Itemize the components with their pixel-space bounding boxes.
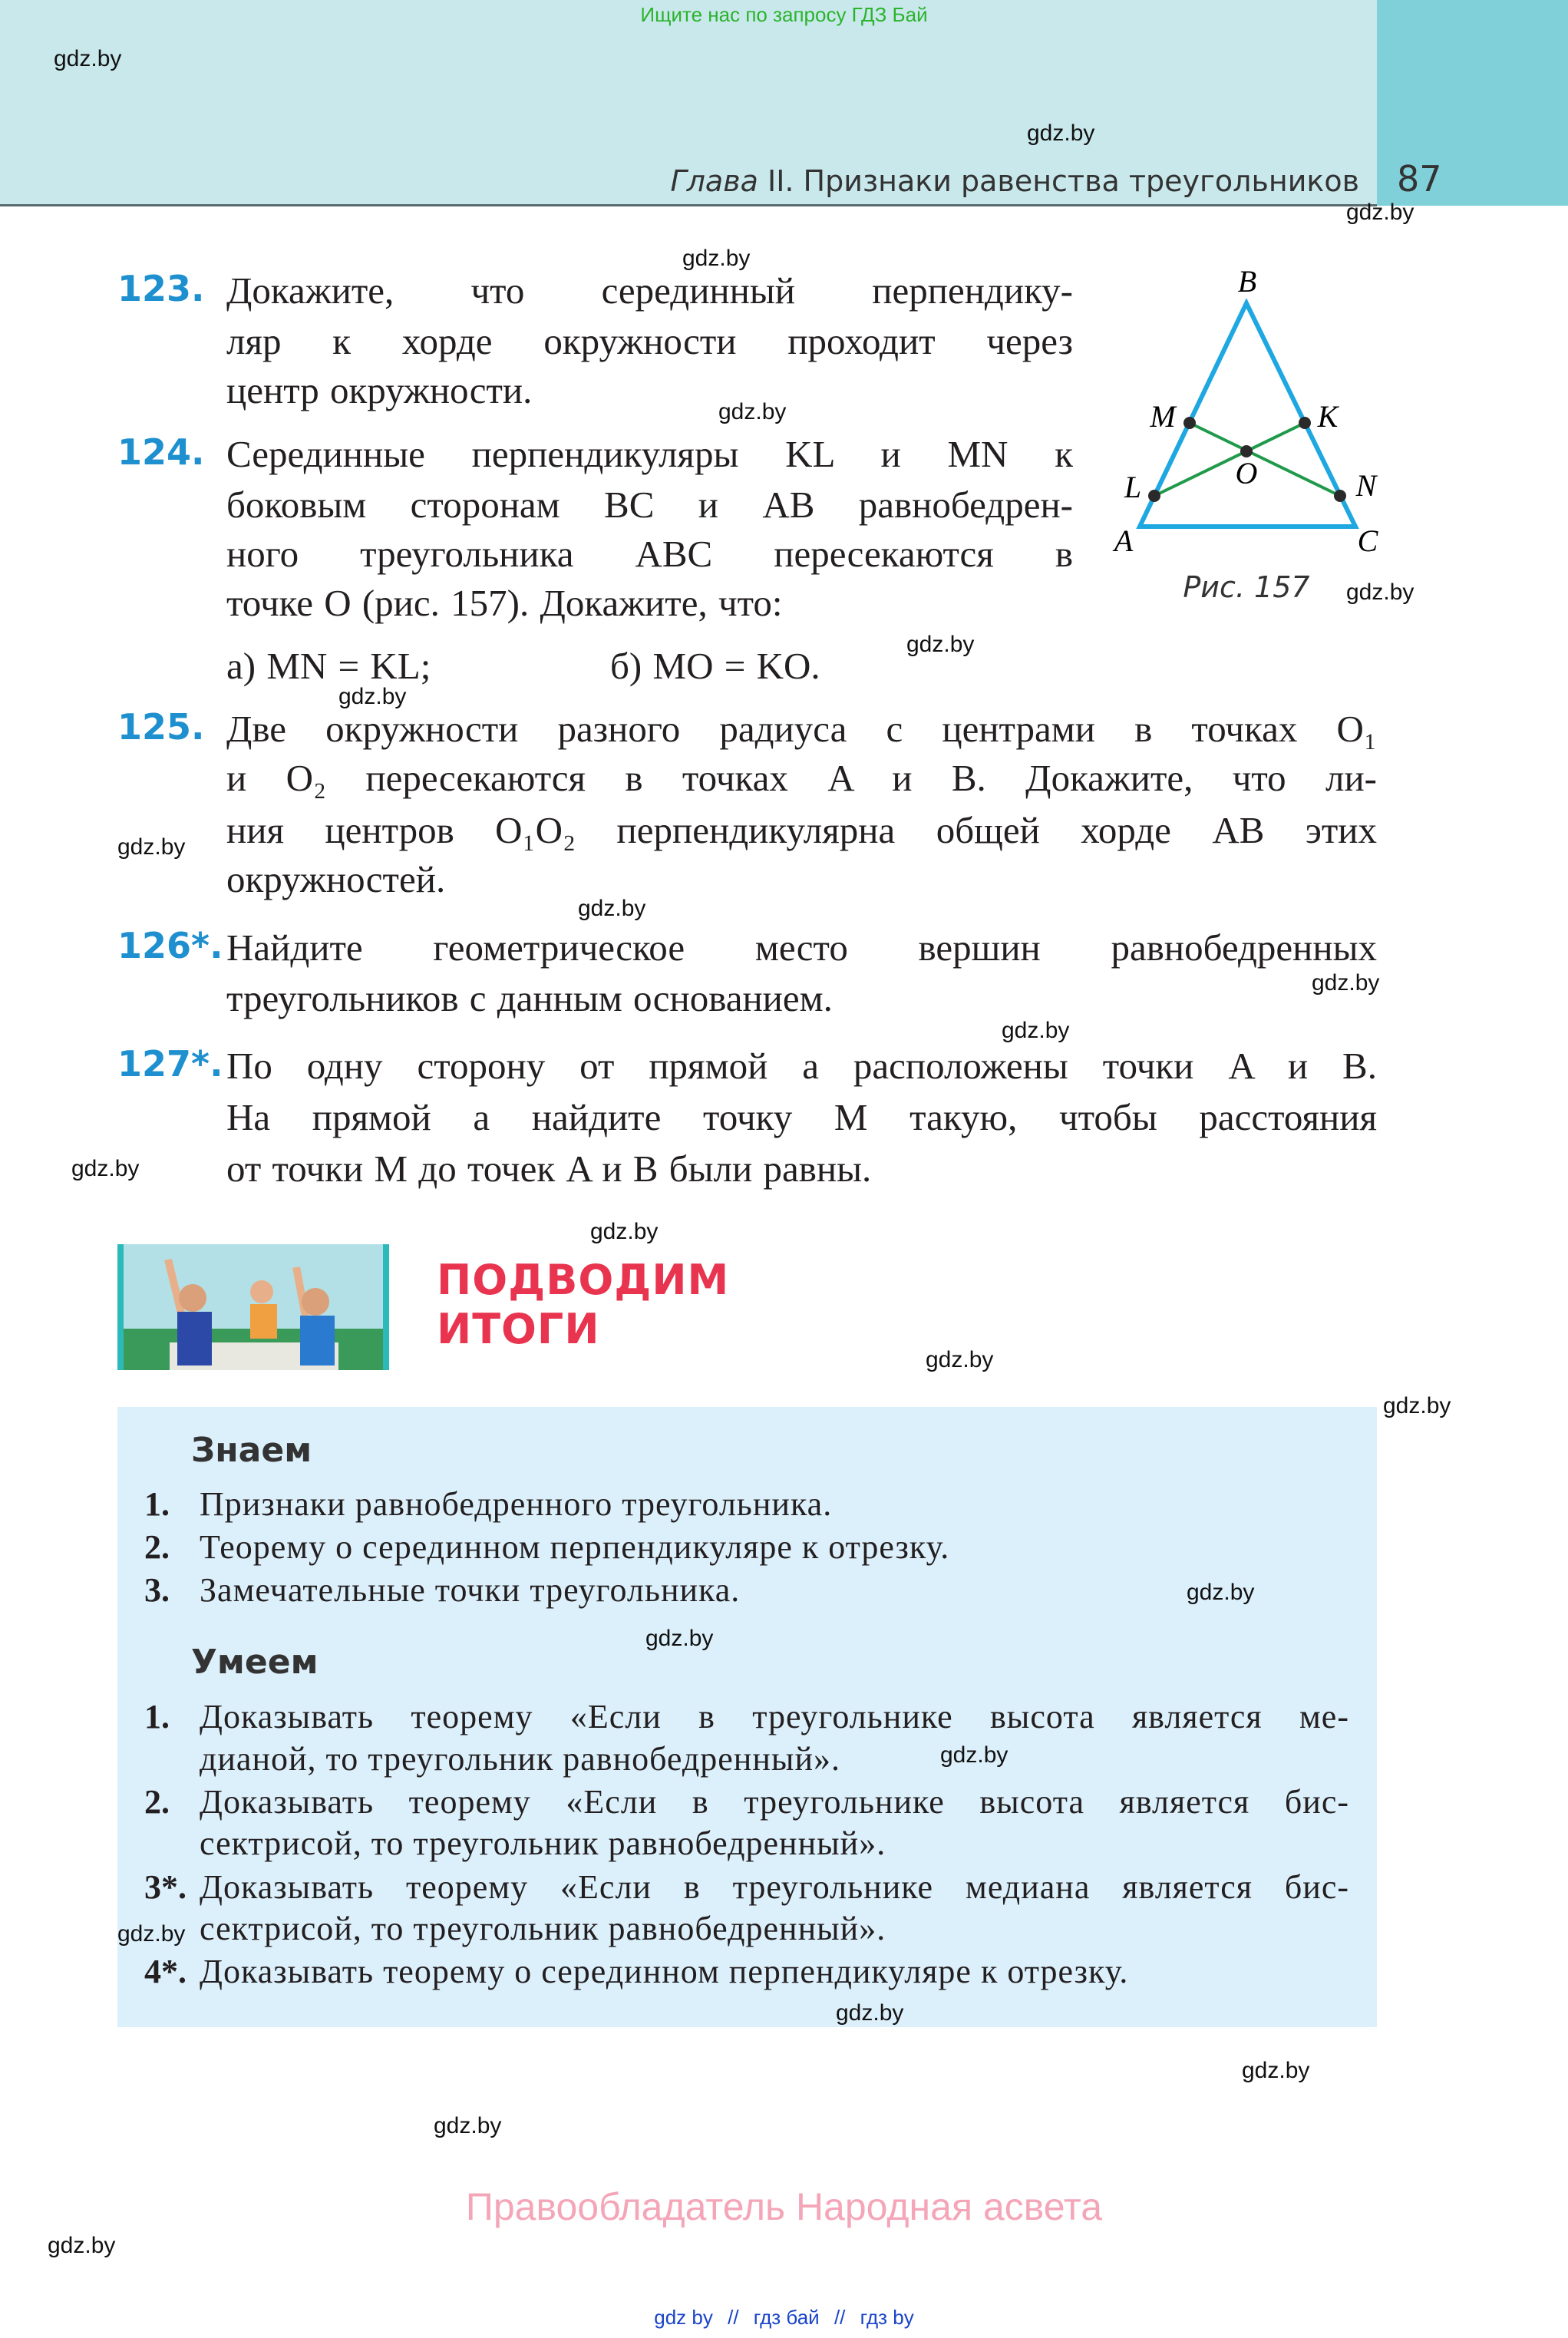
- watermark-gdz: gdz.by: [718, 399, 787, 424]
- bottom-links: [0, 2306, 1568, 2330]
- figure-caption: Рис. 157: [1183, 570, 1310, 604]
- problem-text-line: боковым сторонам BC и AB равнобедрен-: [226, 484, 1073, 526]
- watermark-gdz: gdz.by: [338, 684, 407, 709]
- summary-item-text: сектрисой, то треугольник равнобедренный».: [200, 1824, 886, 1862]
- problem-124-part-b: б) MO = KO.: [610, 645, 820, 687]
- students-raising-hands-illustration: [117, 1244, 389, 1370]
- label-a: A: [1114, 523, 1134, 558]
- summary-item-text: сектрисой, то треугольник равнобедренный».: [200, 1910, 886, 1947]
- problem-number: 126*.: [117, 925, 223, 966]
- problem-text-line: Найдите геометрическое место вершин равнобедренных: [226, 926, 1377, 969]
- watermark-gdz: gdz.by: [48, 2233, 116, 2258]
- problem-text-line: Серединные перпендикуляры KL и MN к: [226, 433, 1073, 475]
- label-l: L: [1124, 470, 1142, 504]
- label-n: N: [1355, 468, 1377, 503]
- chapter-name: II. Признаки равенства треугольников: [767, 164, 1359, 198]
- page-number: 87: [1397, 158, 1442, 200]
- summary-item-number: 4*.: [144, 1953, 187, 1990]
- summary-item-number: 3.: [144, 1571, 170, 1609]
- problem-text-line: треугольников с данным основанием.: [226, 977, 833, 1019]
- summary-item-text: Признаки равнобедренного треугольника.: [200, 1485, 833, 1523]
- label-k: K: [1317, 399, 1339, 434]
- summary-item-text: дианой, то треугольник равнобедренный».: [200, 1740, 840, 1778]
- watermark-gdz: gdz.by: [117, 834, 186, 860]
- problem-text-line: и O₂ пересекаются в точках A и B. Докажите, что ли-: [226, 757, 1377, 799]
- watermark-gdz: gdz.by: [1242, 2058, 1310, 2083]
- top-notice: Ищите нас по запросу ГДЗ Бай: [640, 3, 928, 26]
- label-b: B: [1237, 264, 1257, 299]
- problem-text-line: ния центров O₁O₂ перпендикулярна общей хорде AB этих: [226, 809, 1377, 851]
- watermark-gdz: gdz.by: [1312, 970, 1380, 996]
- point-n: [1334, 490, 1346, 502]
- summary-item-number: 3*.: [144, 1868, 187, 1906]
- summary-item-number: 2.: [144, 1528, 170, 1566]
- label-o: O: [1235, 456, 1258, 490]
- watermark-gdz: gdz.by: [1346, 200, 1415, 225]
- link-gdz-bai[interactable]: гдз бай: [753, 2306, 820, 2329]
- point-m: [1183, 417, 1196, 429]
- separator: //: [834, 2306, 846, 2329]
- problem-number: 124.: [117, 431, 205, 473]
- summary-title-line2: ИТОГИ: [437, 1305, 600, 1353]
- link-gdz-by-2[interactable]: гдз by: [860, 2306, 914, 2329]
- segment-kl: [1154, 423, 1305, 496]
- problem-text-line: ного треугольника ABC пересекаются в: [226, 533, 1073, 575]
- problem-text-line: На прямой a найдите точку M такую, чтобы расстояния: [226, 1096, 1377, 1138]
- problem-text-line: ляр к хорде окружности проходит через: [226, 320, 1073, 362]
- watermark-gdz: gdz.by: [645, 1626, 714, 1651]
- watermark-gdz: gdz.by: [578, 896, 646, 921]
- watermark-gdz: gdz.by: [1187, 1580, 1255, 1605]
- watermark-gdz: gdz.by: [926, 1347, 994, 1372]
- summary-item-text: Доказывать теорему «Если в треугольнике высота является бис-: [200, 1783, 1349, 1821]
- watermark-gdz: gdz.by: [1383, 1393, 1451, 1418]
- problem-text-line: окружностей.: [226, 858, 446, 900]
- can-heading: Умеем: [191, 1643, 319, 1682]
- watermark-gdz: gdz.by: [682, 246, 751, 271]
- point-l: [1148, 490, 1160, 502]
- label-c: C: [1357, 523, 1378, 558]
- label-m: M: [1150, 399, 1176, 434]
- watermark-gdz: gdz.by: [590, 1219, 659, 1244]
- problem-text-line: точке O (рис. 157). Докажите, что:: [226, 582, 783, 624]
- problem-number: 123.: [117, 268, 205, 309]
- problem-text-line: Две окружности разного радиуса с центрами в точках O₁: [226, 708, 1377, 750]
- segment-ml-mn: [1190, 423, 1340, 496]
- watermark-gdz: gdz.by: [1027, 121, 1095, 146]
- watermark-gdz: gdz.by: [117, 1921, 186, 1947]
- summary-item-text: Замечательные точки треугольника.: [200, 1571, 741, 1609]
- copyright-notice: Правообладатель Народная асвета: [465, 2185, 1103, 2228]
- summary-title-line1: ПОДВОДИМ: [437, 1256, 730, 1304]
- students-illustration-icon: [124, 1244, 383, 1370]
- problem-text-line: от точки M до точек A и B были равны.: [226, 1148, 872, 1190]
- watermark-gdz: gdz.by: [836, 2000, 904, 2026]
- watermark-gdz: gdz.by: [54, 46, 122, 71]
- summary-item-number: 2.: [144, 1783, 170, 1821]
- watermark-gdz: gdz.by: [906, 632, 975, 657]
- summary-item-text: Доказывать теорему «Если в треугольнике высота является ме-: [200, 1698, 1349, 1735]
- problem-text-line: По одну сторону от прямой a расположены точки A и B.: [226, 1045, 1377, 1087]
- summary-item-text: Теорему о серединном перпендикуляре к отрезку.: [200, 1528, 950, 1566]
- point-k: [1299, 417, 1311, 429]
- problem-124-part-a: а) MN = KL;: [226, 645, 431, 687]
- link-gdz-by[interactable]: gdz by: [654, 2306, 713, 2329]
- watermark-gdz: gdz.by: [1002, 1018, 1070, 1043]
- summary-item-text: Доказывать теорему «Если в треугольнике медиана является бис-: [200, 1868, 1349, 1906]
- summary-item-number: 1.: [144, 1485, 170, 1523]
- watermark-gdz: gdz.by: [71, 1156, 140, 1181]
- problem-number: 125.: [117, 706, 205, 748]
- problem-text-line: Докажите, что серединный перпендику-: [226, 269, 1073, 312]
- summary-item-number: 1.: [144, 1698, 170, 1735]
- problem-text-line: центр окружности.: [226, 369, 533, 411]
- know-heading: Знаем: [191, 1431, 312, 1470]
- watermark-gdz: gdz.by: [434, 2113, 502, 2138]
- watermark-gdz: gdz.by: [940, 1742, 1008, 1768]
- chapter-prefix: Глава: [670, 164, 758, 198]
- separator: //: [728, 2306, 739, 2329]
- problem-number: 127*.: [117, 1043, 223, 1085]
- watermark-gdz: gdz.by: [1346, 580, 1415, 605]
- summary-item-text: Доказывать теорему о серединном перпендикуляре к отрезку.: [200, 1953, 1129, 1990]
